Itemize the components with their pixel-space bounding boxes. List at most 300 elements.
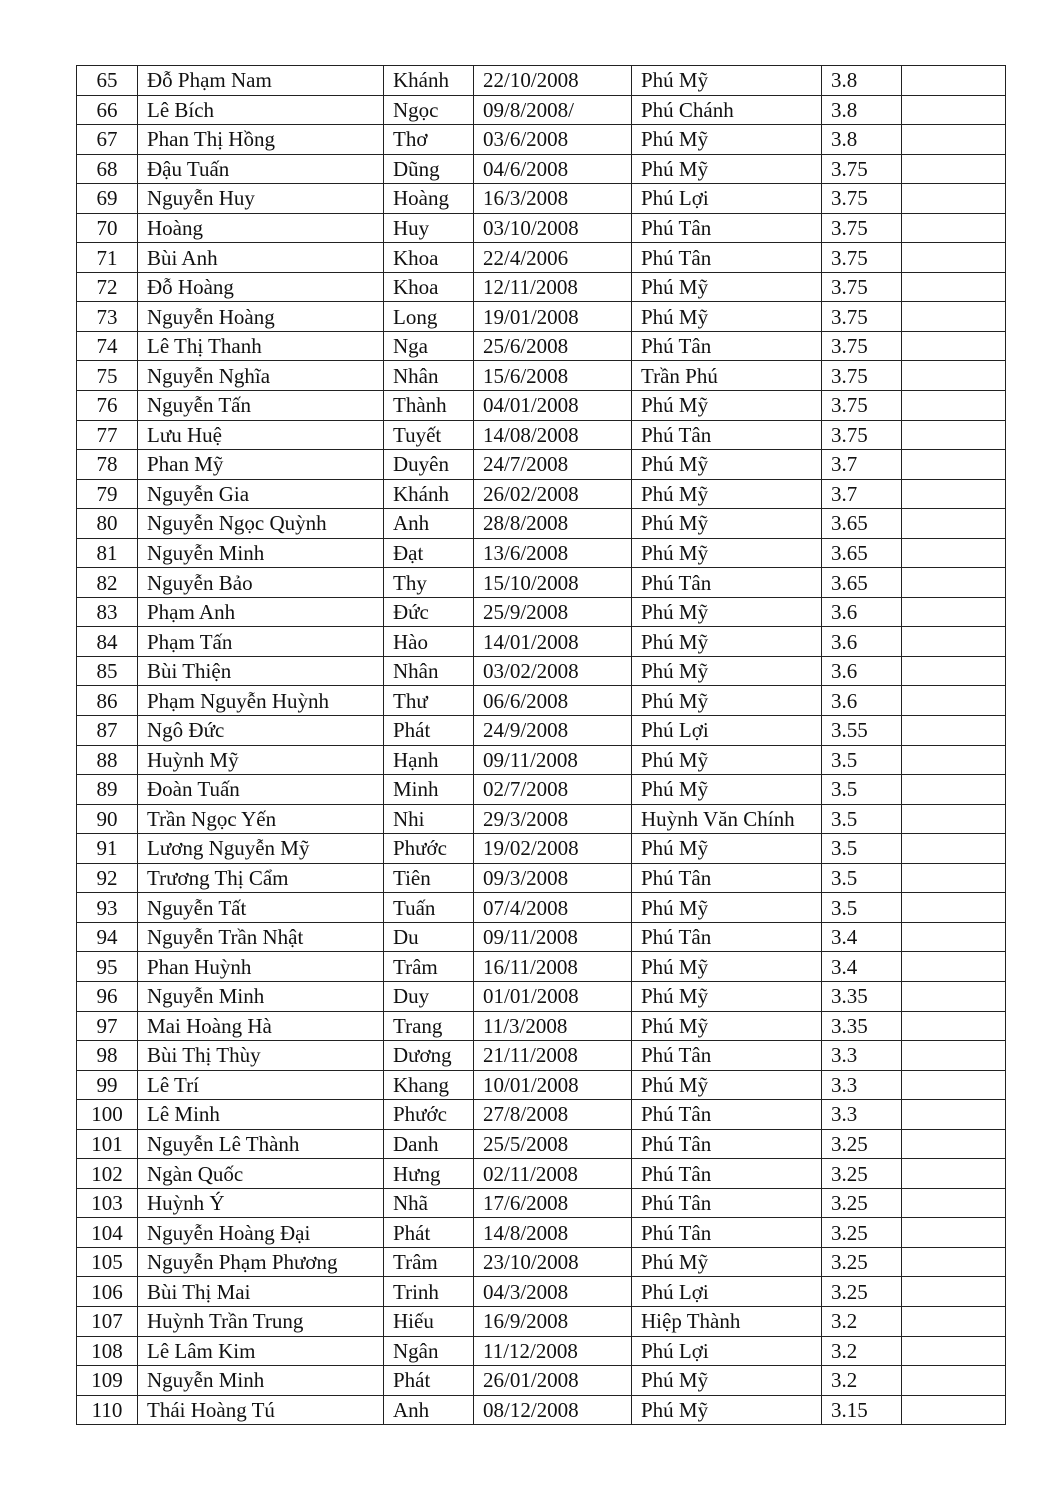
birth-date-cell: 19/02/2008 — [474, 834, 632, 864]
school-cell: Phú Mỹ — [632, 1011, 822, 1041]
score-cell: 3.55 — [822, 716, 902, 746]
table-row — [77, 1129, 1006, 1159]
note-cell — [902, 302, 1006, 332]
given-name-cell: Minh — [384, 775, 474, 805]
row-number-cell: 90 — [77, 804, 138, 834]
table-row — [77, 834, 1006, 864]
school-cell: Phú Lợi — [632, 1277, 822, 1307]
row-number-cell: 102 — [77, 1159, 138, 1189]
row-number-cell: 84 — [77, 627, 138, 657]
row-number-cell: 87 — [77, 716, 138, 746]
note-cell — [902, 952, 1006, 982]
given-name-cell: Tuấn — [384, 893, 474, 923]
note-cell — [902, 1218, 1006, 1248]
birth-date-cell: 11/12/2008 — [474, 1336, 632, 1366]
given-name-cell: Huy — [384, 213, 474, 243]
school-cell: Phú Mỹ — [632, 1070, 822, 1100]
table-body — [77, 66, 1006, 1425]
surname-cell: Nguyễn Tất — [138, 893, 384, 923]
school-cell: Phú Mỹ — [632, 125, 822, 155]
table-row — [77, 1041, 1006, 1071]
birth-date-cell: 14/8/2008 — [474, 1218, 632, 1248]
given-name-cell: Hoàng — [384, 184, 474, 214]
table-row — [77, 479, 1006, 509]
school-cell: Phú Chánh — [632, 95, 822, 125]
note-cell — [902, 568, 1006, 598]
given-name-cell: Phát — [384, 1366, 474, 1396]
school-cell: Phú Tân — [632, 243, 822, 273]
row-number-cell: 109 — [77, 1366, 138, 1396]
score-cell: 3.5 — [822, 893, 902, 923]
school-cell: Phú Tân — [632, 1218, 822, 1248]
birth-date-cell: 01/01/2008 — [474, 981, 632, 1011]
school-cell: Phú Lợi — [632, 716, 822, 746]
given-name-cell: Nga — [384, 331, 474, 361]
score-cell: 3.8 — [822, 95, 902, 125]
school-cell: Phú Tân — [632, 420, 822, 450]
given-name-cell: Đạt — [384, 538, 474, 568]
given-name-cell: Khánh — [384, 66, 474, 96]
student-score-table — [76, 65, 1006, 1425]
surname-cell: Nguyễn Gia — [138, 479, 384, 509]
table-row — [77, 184, 1006, 214]
row-number-cell: 94 — [77, 922, 138, 952]
school-cell: Trần Phú — [632, 361, 822, 391]
score-cell: 3.2 — [822, 1306, 902, 1336]
given-name-cell: Phát — [384, 1218, 474, 1248]
school-cell: Phú Mỹ — [632, 66, 822, 96]
school-cell: Hiệp Thành — [632, 1306, 822, 1336]
given-name-cell: Hiếu — [384, 1306, 474, 1336]
birth-date-cell: 15/6/2008 — [474, 361, 632, 391]
score-cell: 3.25 — [822, 1247, 902, 1277]
birth-date-cell: 22/10/2008 — [474, 66, 632, 96]
surname-cell: Lưu Huệ — [138, 420, 384, 450]
score-cell: 3.8 — [822, 125, 902, 155]
row-number-cell: 76 — [77, 391, 138, 421]
surname-cell: Đậu Tuấn — [138, 154, 384, 184]
table-row — [77, 391, 1006, 421]
birth-date-cell: 09/3/2008 — [474, 863, 632, 893]
row-number-cell: 92 — [77, 863, 138, 893]
score-cell: 3.2 — [822, 1366, 902, 1396]
row-number-cell: 86 — [77, 686, 138, 716]
given-name-cell: Thơ — [384, 125, 474, 155]
table-row — [77, 154, 1006, 184]
surname-cell: Lê Minh — [138, 1100, 384, 1130]
surname-cell: Phạm Tấn — [138, 627, 384, 657]
surname-cell: Phan Thị Hồng — [138, 125, 384, 155]
given-name-cell: Dương — [384, 1041, 474, 1071]
given-name-cell: Danh — [384, 1129, 474, 1159]
surname-cell: Nguyễn Nghĩa — [138, 361, 384, 391]
table-row — [77, 243, 1006, 273]
note-cell — [902, 1188, 1006, 1218]
given-name-cell: Thành — [384, 391, 474, 421]
table-row — [77, 568, 1006, 598]
score-cell: 3.75 — [822, 243, 902, 273]
given-name-cell: Tuyết — [384, 420, 474, 450]
table-row — [77, 538, 1006, 568]
school-cell: Phú Tân — [632, 213, 822, 243]
school-cell: Phú Lợi — [632, 184, 822, 214]
score-cell: 3.3 — [822, 1070, 902, 1100]
row-number-cell: 65 — [77, 66, 138, 96]
birth-date-cell: 09/11/2008 — [474, 922, 632, 952]
surname-cell: Nguyễn Trần Nhật — [138, 922, 384, 952]
score-cell: 3.25 — [822, 1277, 902, 1307]
row-number-cell: 96 — [77, 981, 138, 1011]
school-cell: Phú Mỹ — [632, 1395, 822, 1425]
table-row — [77, 125, 1006, 155]
table-row — [77, 656, 1006, 686]
row-number-cell: 79 — [77, 479, 138, 509]
table-row — [77, 804, 1006, 834]
score-cell: 3.15 — [822, 1395, 902, 1425]
surname-cell: Ngô Đức — [138, 716, 384, 746]
birth-date-cell: 15/10/2008 — [474, 568, 632, 598]
note-cell — [902, 922, 1006, 952]
row-number-cell: 83 — [77, 597, 138, 627]
birth-date-cell: 24/7/2008 — [474, 450, 632, 480]
school-cell: Phú Mỹ — [632, 834, 822, 864]
school-cell: Phú Tân — [632, 1041, 822, 1071]
note-cell — [902, 597, 1006, 627]
table-row — [77, 302, 1006, 332]
score-cell: 3.8 — [822, 66, 902, 96]
row-number-cell: 104 — [77, 1218, 138, 1248]
table-row — [77, 597, 1006, 627]
note-cell — [902, 1129, 1006, 1159]
table-row — [77, 1336, 1006, 1366]
note-cell — [902, 479, 1006, 509]
surname-cell: Lê Thị Thanh — [138, 331, 384, 361]
school-cell: Phú Mỹ — [632, 272, 822, 302]
surname-cell: Nguyễn Minh — [138, 1366, 384, 1396]
school-cell: Phú Tân — [632, 568, 822, 598]
score-cell: 3.75 — [822, 331, 902, 361]
score-cell: 3.3 — [822, 1100, 902, 1130]
note-cell — [902, 1247, 1006, 1277]
note-cell — [902, 95, 1006, 125]
school-cell: Phú Mỹ — [632, 893, 822, 923]
row-number-cell: 89 — [77, 775, 138, 805]
school-cell: Phú Mỹ — [632, 479, 822, 509]
note-cell — [902, 125, 1006, 155]
score-cell: 3.5 — [822, 745, 902, 775]
surname-cell: Đỗ Hoàng — [138, 272, 384, 302]
score-cell: 3.75 — [822, 302, 902, 332]
birth-date-cell: 27/8/2008 — [474, 1100, 632, 1130]
birth-date-cell: 09/8/2008/ — [474, 95, 632, 125]
note-cell — [902, 745, 1006, 775]
note-cell — [902, 361, 1006, 391]
score-cell: 3.75 — [822, 184, 902, 214]
score-cell: 3.6 — [822, 686, 902, 716]
row-number-cell: 98 — [77, 1041, 138, 1071]
given-name-cell: Thy — [384, 568, 474, 598]
birth-date-cell: 06/6/2008 — [474, 686, 632, 716]
surname-cell: Ngàn Quốc — [138, 1159, 384, 1189]
table-row — [77, 1100, 1006, 1130]
given-name-cell: Tiên — [384, 863, 474, 893]
row-number-cell: 97 — [77, 1011, 138, 1041]
surname-cell: Nguyễn Huy — [138, 184, 384, 214]
table-row — [77, 361, 1006, 391]
table-row — [77, 686, 1006, 716]
birth-date-cell: 03/10/2008 — [474, 213, 632, 243]
note-cell — [902, 1100, 1006, 1130]
score-cell: 3.5 — [822, 863, 902, 893]
school-cell: Phú Tân — [632, 922, 822, 952]
birth-date-cell: 21/11/2008 — [474, 1041, 632, 1071]
surname-cell: Nguyễn Minh — [138, 538, 384, 568]
surname-cell: Bùi Anh — [138, 243, 384, 273]
table-row — [77, 213, 1006, 243]
school-cell: Phú Mỹ — [632, 1366, 822, 1396]
score-cell: 3.5 — [822, 804, 902, 834]
school-cell: Phú Mỹ — [632, 302, 822, 332]
birth-date-cell: 04/6/2008 — [474, 154, 632, 184]
surname-cell: Phạm Nguyễn Huỳnh — [138, 686, 384, 716]
birth-date-cell: 17/6/2008 — [474, 1188, 632, 1218]
note-cell — [902, 1041, 1006, 1071]
given-name-cell: Thư — [384, 686, 474, 716]
school-cell: Phú Mỹ — [632, 952, 822, 982]
table-row — [77, 331, 1006, 361]
surname-cell: Bùi Thị Mai — [138, 1277, 384, 1307]
school-cell: Phú Mỹ — [632, 538, 822, 568]
given-name-cell: Duy — [384, 981, 474, 1011]
note-cell — [902, 391, 1006, 421]
surname-cell: Nguyễn Phạm Phương — [138, 1247, 384, 1277]
note-cell — [902, 893, 1006, 923]
birth-date-cell: 25/9/2008 — [474, 597, 632, 627]
surname-cell: Lê Lâm Kim — [138, 1336, 384, 1366]
given-name-cell: Dũng — [384, 154, 474, 184]
given-name-cell: Long — [384, 302, 474, 332]
birth-date-cell: 07/4/2008 — [474, 893, 632, 923]
given-name-cell: Hưng — [384, 1159, 474, 1189]
surname-cell: Nguyễn Hoàng — [138, 302, 384, 332]
score-cell: 3.75 — [822, 213, 902, 243]
given-name-cell: Nhã — [384, 1188, 474, 1218]
note-cell — [902, 1306, 1006, 1336]
row-number-cell: 72 — [77, 272, 138, 302]
row-number-cell: 68 — [77, 154, 138, 184]
table-row — [77, 450, 1006, 480]
surname-cell: Phan Mỹ — [138, 450, 384, 480]
given-name-cell: Trang — [384, 1011, 474, 1041]
row-number-cell: 82 — [77, 568, 138, 598]
score-cell: 3.7 — [822, 450, 902, 480]
school-cell: Phú Mỹ — [632, 981, 822, 1011]
surname-cell: Phan Huỳnh — [138, 952, 384, 982]
row-number-cell: 70 — [77, 213, 138, 243]
row-number-cell: 91 — [77, 834, 138, 864]
note-cell — [902, 1366, 1006, 1396]
table-row — [77, 627, 1006, 657]
birth-date-cell: 16/9/2008 — [474, 1306, 632, 1336]
row-number-cell: 105 — [77, 1247, 138, 1277]
row-number-cell: 75 — [77, 361, 138, 391]
given-name-cell: Phước — [384, 834, 474, 864]
given-name-cell: Trâm — [384, 1247, 474, 1277]
row-number-cell: 107 — [77, 1306, 138, 1336]
score-cell: 3.5 — [822, 775, 902, 805]
birth-date-cell: 23/10/2008 — [474, 1247, 632, 1277]
surname-cell: Huỳnh Trần Trung — [138, 1306, 384, 1336]
table-row — [77, 1218, 1006, 1248]
surname-cell: Huỳnh Ý — [138, 1188, 384, 1218]
note-cell — [902, 213, 1006, 243]
score-cell: 3.65 — [822, 538, 902, 568]
row-number-cell: 108 — [77, 1336, 138, 1366]
school-cell: Phú Mỹ — [632, 1247, 822, 1277]
note-cell — [902, 981, 1006, 1011]
birth-date-cell: 04/01/2008 — [474, 391, 632, 421]
given-name-cell: Nhi — [384, 804, 474, 834]
surname-cell: Lê Bích — [138, 95, 384, 125]
table-row — [77, 95, 1006, 125]
score-cell: 3.6 — [822, 597, 902, 627]
score-cell: 3.75 — [822, 154, 902, 184]
row-number-cell: 77 — [77, 420, 138, 450]
school-cell: Phú Mỹ — [632, 656, 822, 686]
school-cell: Phú Mỹ — [632, 686, 822, 716]
row-number-cell: 73 — [77, 302, 138, 332]
birth-date-cell: 03/02/2008 — [474, 656, 632, 686]
note-cell — [902, 184, 1006, 214]
score-cell: 3.7 — [822, 479, 902, 509]
note-cell — [902, 1070, 1006, 1100]
school-cell: Phú Mỹ — [632, 745, 822, 775]
birth-date-cell: 16/3/2008 — [474, 184, 632, 214]
given-name-cell: Trinh — [384, 1277, 474, 1307]
score-cell: 3.6 — [822, 627, 902, 657]
note-cell — [902, 804, 1006, 834]
score-cell: 3.5 — [822, 834, 902, 864]
table-row — [77, 420, 1006, 450]
table-row — [77, 1159, 1006, 1189]
surname-cell: Nguyễn Tấn — [138, 391, 384, 421]
note-cell — [902, 509, 1006, 539]
given-name-cell: Hạnh — [384, 745, 474, 775]
surname-cell: Trần Ngọc Yến — [138, 804, 384, 834]
table-row — [77, 716, 1006, 746]
birth-date-cell: 25/5/2008 — [474, 1129, 632, 1159]
school-cell: Phú Tân — [632, 1159, 822, 1189]
surname-cell: Bùi Thị Thùy — [138, 1041, 384, 1071]
school-cell: Phú Tân — [632, 863, 822, 893]
note-cell — [902, 1336, 1006, 1366]
note-cell — [902, 154, 1006, 184]
given-name-cell: Khoa — [384, 272, 474, 302]
surname-cell: Đoàn Tuấn — [138, 775, 384, 805]
note-cell — [902, 1277, 1006, 1307]
row-number-cell: 80 — [77, 509, 138, 539]
note-cell — [902, 331, 1006, 361]
birth-date-cell: 11/3/2008 — [474, 1011, 632, 1041]
birth-date-cell: 02/11/2008 — [474, 1159, 632, 1189]
row-number-cell: 69 — [77, 184, 138, 214]
surname-cell: Nguyễn Lê Thành — [138, 1129, 384, 1159]
row-number-cell: 66 — [77, 95, 138, 125]
row-number-cell: 78 — [77, 450, 138, 480]
score-cell: 3.35 — [822, 981, 902, 1011]
row-number-cell: 100 — [77, 1100, 138, 1130]
given-name-cell: Trâm — [384, 952, 474, 982]
row-number-cell: 71 — [77, 243, 138, 273]
school-cell: Phú Mỹ — [632, 154, 822, 184]
score-cell: 3.3 — [822, 1041, 902, 1071]
row-number-cell: 110 — [77, 1395, 138, 1425]
school-cell: Phú Tân — [632, 331, 822, 361]
surname-cell: Thái Hoàng Tú — [138, 1395, 384, 1425]
score-cell: 3.25 — [822, 1218, 902, 1248]
score-cell: 3.4 — [822, 952, 902, 982]
note-cell — [902, 775, 1006, 805]
given-name-cell: Nhân — [384, 361, 474, 391]
table-row — [77, 1395, 1006, 1425]
note-cell — [902, 450, 1006, 480]
school-cell: Phú Tân — [632, 1129, 822, 1159]
birth-date-cell: 26/01/2008 — [474, 1366, 632, 1396]
school-cell: Phú Lợi — [632, 1336, 822, 1366]
given-name-cell: Anh — [384, 509, 474, 539]
score-cell: 3.65 — [822, 509, 902, 539]
school-cell: Phú Tân — [632, 1100, 822, 1130]
birth-date-cell: 10/01/2008 — [474, 1070, 632, 1100]
table-row — [77, 1188, 1006, 1218]
surname-cell: Hoàng — [138, 213, 384, 243]
row-number-cell: 93 — [77, 893, 138, 923]
row-number-cell: 74 — [77, 331, 138, 361]
note-cell — [902, 66, 1006, 96]
note-cell — [902, 834, 1006, 864]
given-name-cell: Ngân — [384, 1336, 474, 1366]
note-cell — [902, 656, 1006, 686]
school-cell: Phú Mỹ — [632, 509, 822, 539]
note-cell — [902, 627, 1006, 657]
note-cell — [902, 1159, 1006, 1189]
note-cell — [902, 1011, 1006, 1041]
school-cell: Phú Mỹ — [632, 391, 822, 421]
score-cell: 3.75 — [822, 361, 902, 391]
birth-date-cell: 24/9/2008 — [474, 716, 632, 746]
table-row — [77, 1247, 1006, 1277]
given-name-cell: Đức — [384, 597, 474, 627]
note-cell — [902, 686, 1006, 716]
table-row — [77, 1277, 1006, 1307]
birth-date-cell: 08/12/2008 — [474, 1395, 632, 1425]
table-row — [77, 1366, 1006, 1396]
table-row — [77, 1070, 1006, 1100]
given-name-cell: Khang — [384, 1070, 474, 1100]
birth-date-cell: 09/11/2008 — [474, 745, 632, 775]
surname-cell: Trương Thị Cẩm — [138, 863, 384, 893]
birth-date-cell: 19/01/2008 — [474, 302, 632, 332]
score-cell: 3.75 — [822, 391, 902, 421]
table-row — [77, 922, 1006, 952]
school-cell: Phú Tân — [632, 1188, 822, 1218]
row-number-cell: 81 — [77, 538, 138, 568]
surname-cell: Mai Hoàng Hà — [138, 1011, 384, 1041]
given-name-cell: Phước — [384, 1100, 474, 1130]
birth-date-cell: 25/6/2008 — [474, 331, 632, 361]
score-cell: 3.6 — [822, 656, 902, 686]
surname-cell: Nguyễn Bảo — [138, 568, 384, 598]
